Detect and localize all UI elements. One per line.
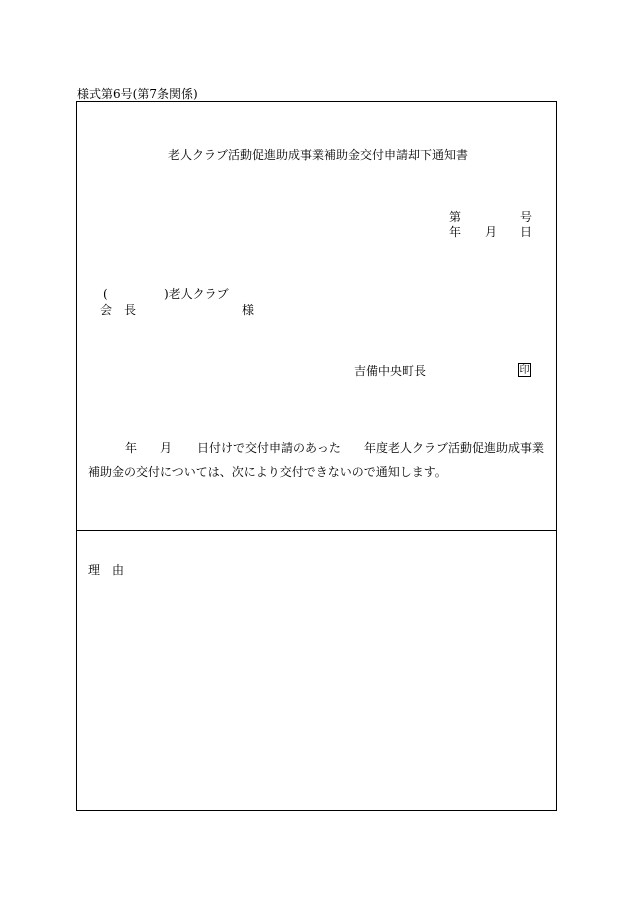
addressee-role: 会 長 [100,303,137,317]
sender-name: 吉備中央町長 [354,364,427,378]
reason-label: 理 由 [88,563,125,577]
addressee-open-paren: ( [103,287,108,301]
body-year: 年 [125,441,138,455]
addressee-honorific: 様 [242,303,255,317]
form-number: 様式第6号(第7条関係) [77,87,198,101]
doc-number-prefix: 第 [449,210,462,224]
section-divider [76,530,557,531]
document-frame [76,101,557,811]
body-line1-end: 年度老人クラブ活動促進助成事業 [364,441,545,455]
body-line1-mid: 日付けで交付申請のあった [197,441,341,455]
document-title: 老人クラブ活動促進助成事業補助金交付申請却下通知書 [168,148,469,162]
seal-mark: 印 [519,365,530,376]
body-line2: 補助金の交付については、次により交付できないので通知します。 [88,465,447,479]
body-month: 月 [160,441,173,455]
doc-number-suffix: 号 [520,210,533,224]
date-month: 月 [485,225,498,239]
addressee-club: )老人クラブ [164,287,229,301]
date-year: 年 [449,225,462,239]
date-day: 日 [520,225,533,239]
